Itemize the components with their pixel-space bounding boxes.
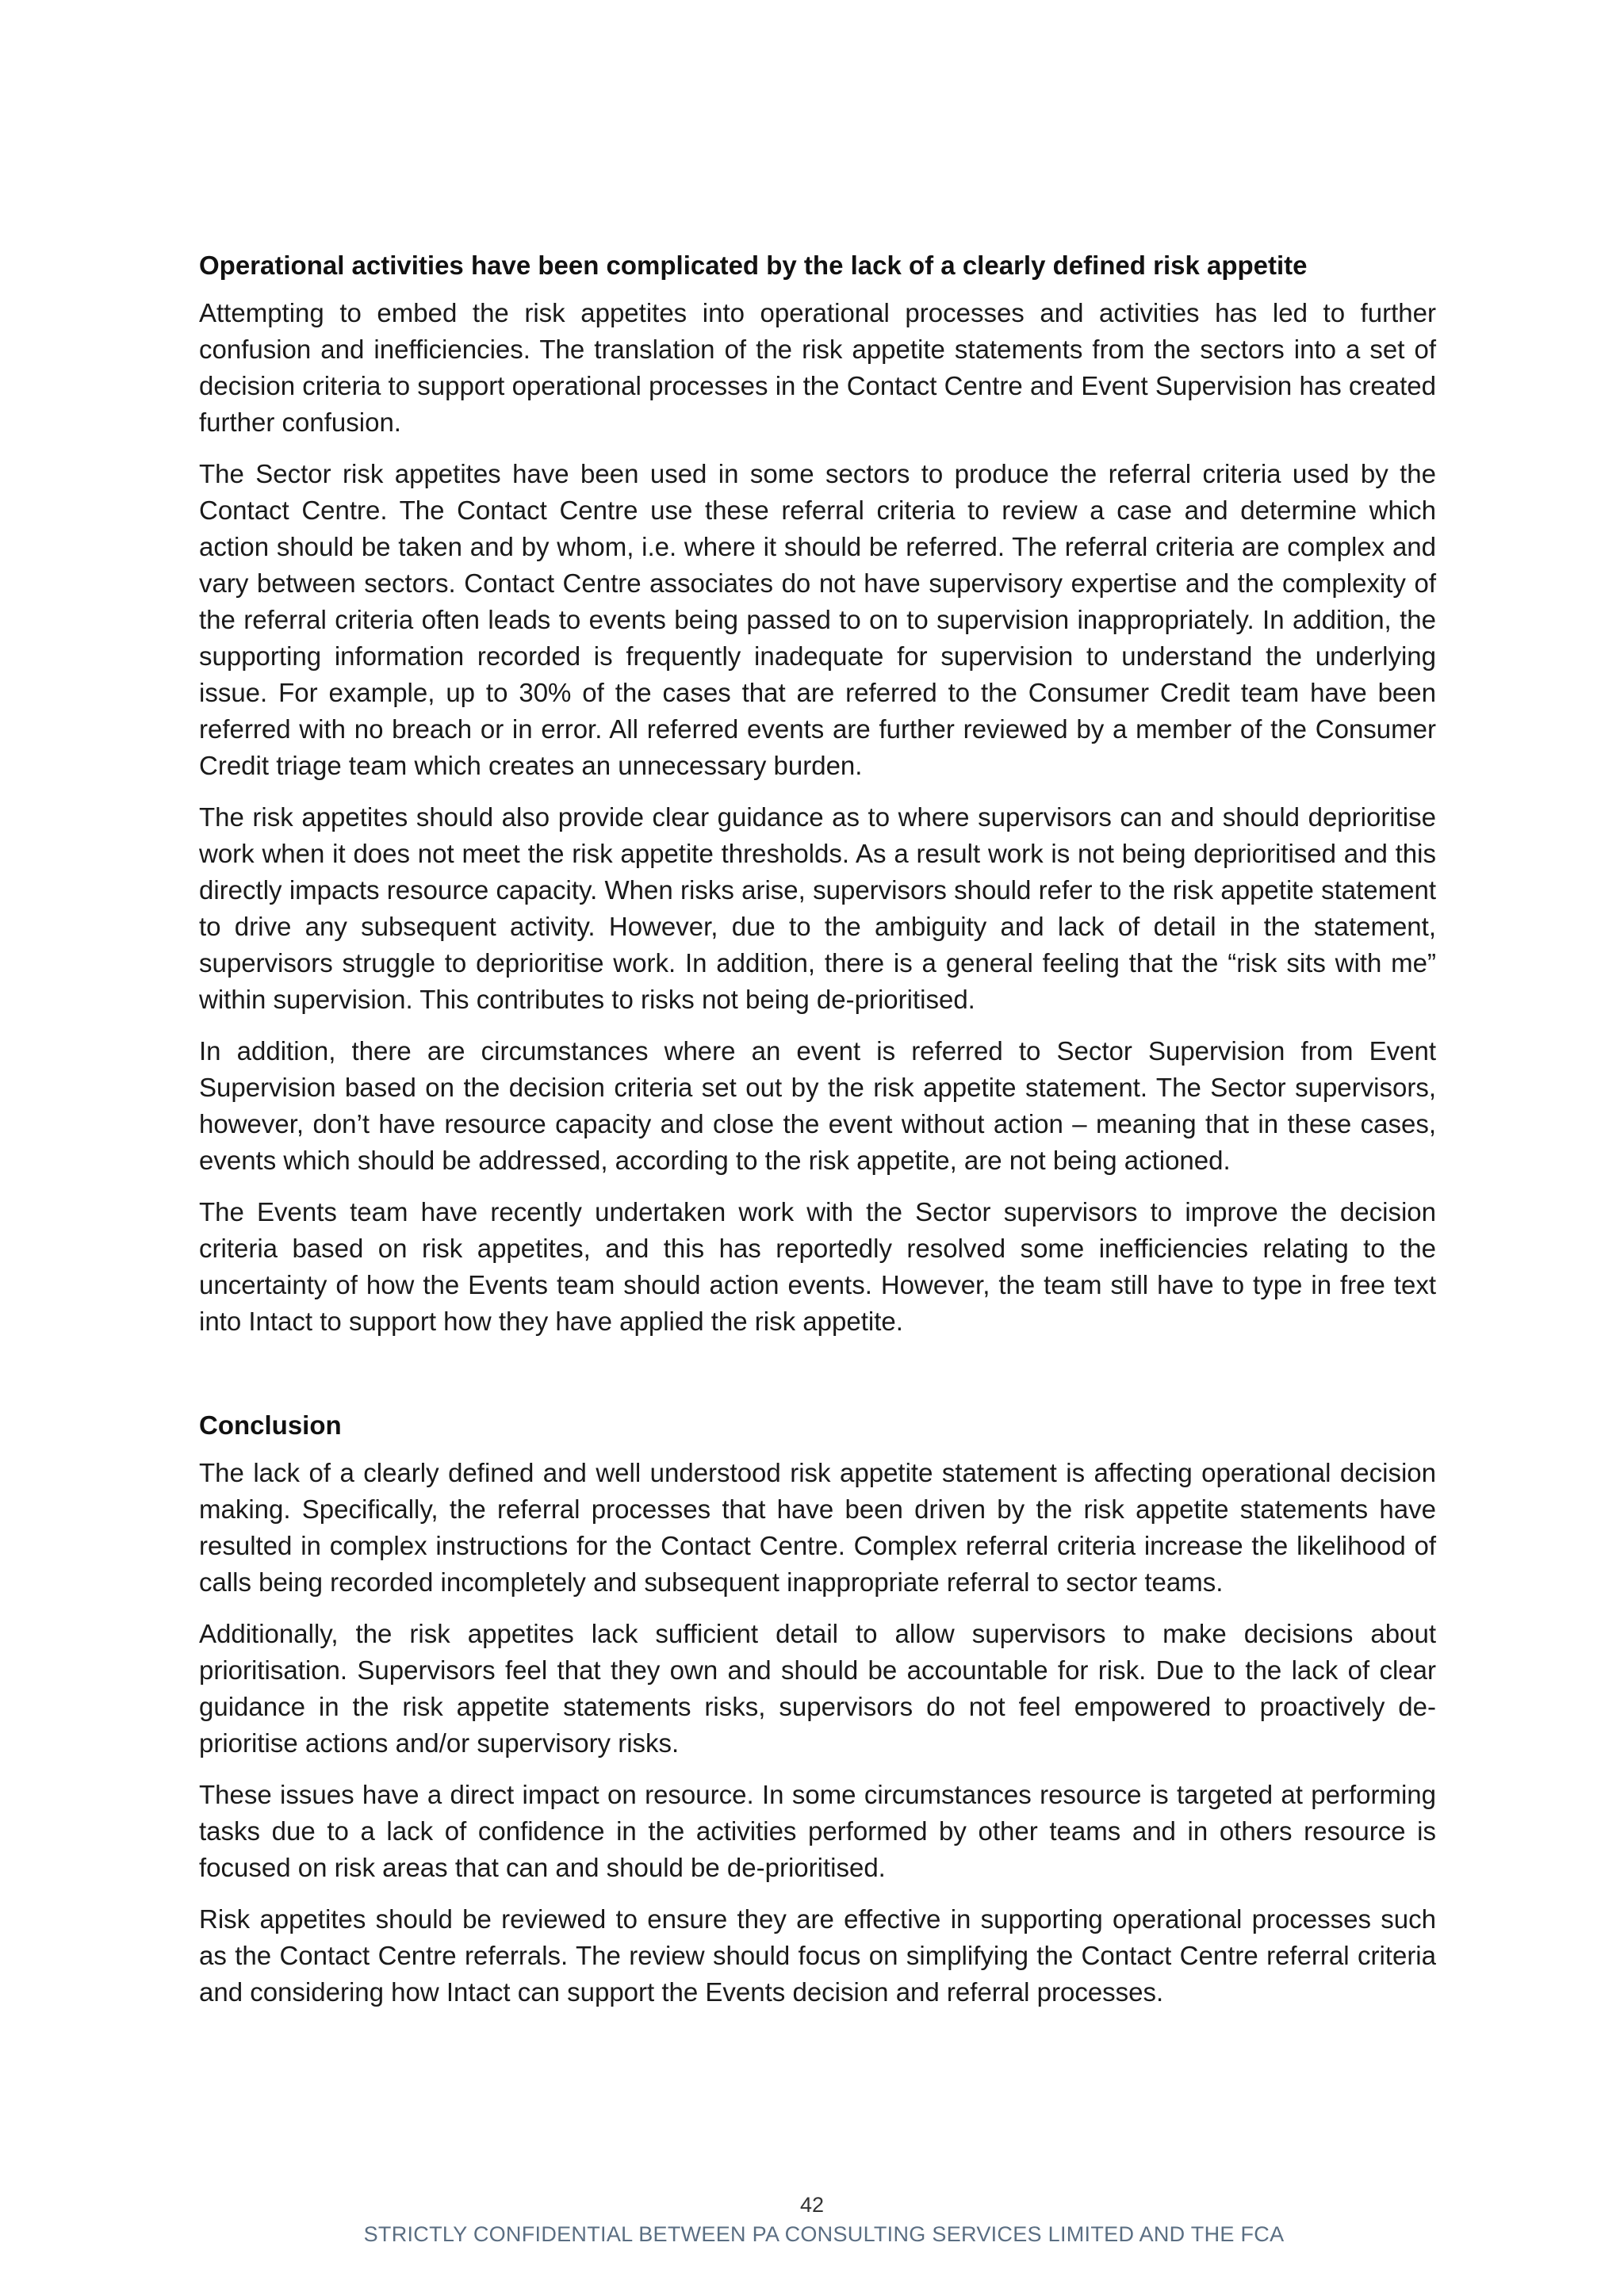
paragraph: The Sector risk appetites have been used in some sectors to produce the referral criteria used by the Contact Centre. The Contact Centre use these referral criteria to review a case and determine which action should be taken and by whom, i.e. where it should be referred. The referral criteria are complex and vary between sectors. Contact Centre associates do not have supervisory expertise and the complexity of the referral criteria often leads to events being passed to on to supervision inappropriately. In addition, the supporting information recorded is frequently inadequate for supervision to understand the underlying issue. For example, up to 30% of the cases that are referred to the Consumer Credit team have been referred with no breach or in error. All referred events are further reviewed by a member of the Consumer Credit triage team which creates an unnecessary burden. xyxy=(199,459,1436,780)
paragraph: Risk appetites should be reviewed to ensure they are effective in supporting operational processes such as the Contact Centre referrals. The review should focus on simplifying the Contact Centre referral criteria and considering how Intact can support the Events decision and referral processes. xyxy=(199,1904,1436,2007)
paragraph: The Events team have recently undertaken work with the Sector supervisors to improve the decision criteria based on risk appetites, and this has reportedly resolved some inefficiencies relating to the uncertainty of how the Events team should action events. However, the team still have to type in free text into Intact to support how they have applied the risk appetite. xyxy=(199,1197,1436,1336)
paragraph: Additionally, the risk appetites lack sufficient detail to allow supervisors to make decisions about prioritisation. Supervisors feel that they own and should be accountable for risk. Due to the lack of clear guidance in the risk appetite statements risks, supervisors do not feel empowered to proactively de-prioritise actions and/or supervisory risks. xyxy=(199,1619,1436,1758)
section-spacer xyxy=(199,1355,1436,1407)
confidentiality-footer: STRICTLY CONFIDENTIAL BETWEEN PA CONSULTING SERVICES LIMITED AND THE FCA xyxy=(363,2222,1285,2246)
paragraph: The risk appetites should also provide clear guidance as to where supervisors can and should deprioritise work when it does not meet the risk appetite thresholds. As a result work is not being deprioritised and this directly impacts resource capacity. When risks arise, supervisors should refer to the risk appetite statement to drive any subsequent activity. However, due to the ambiguity and lack of detail in the statement, supervisors struggle to deprioritise work. In addition, there is a general feeling that the “risk sits with me” within supervision. This contributes to risks not being de-prioritised. xyxy=(199,802,1436,1014)
conclusion-heading: Conclusion xyxy=(199,1410,342,1440)
paragraph: Attempting to embed the risk appetites into operational processes and activities has led to further confusion and inefficiencies. The translation of the risk appetite statements from the sectors into a set of decision criteria to support operational processes in the Contact Centre and Event Supervision has created further confusion. xyxy=(199,298,1436,437)
paragraph: The lack of a clearly defined and well understood risk appetite statement is affecting operational decision making. Specifically, the referral processes that have been driven by the risk appetite statements have resulted in complex instructions for the Contact Centre. Complex referral criteria increase the likelihood of calls being recorded incompletely and subsequent inappropriate referral to sector teams. xyxy=(199,1458,1436,1597)
paragraph: These issues have a direct impact on resource. In some circumstances resource is targeted at performing tasks due to a lack of confidence in the activities performed by other teams and in others resource is focused on risk areas that can and should be de-prioritised. xyxy=(199,1780,1436,1882)
page-number: 42 xyxy=(799,2193,825,2217)
paragraph: In addition, there are circumstances where an event is referred to Sector Supervision from Event Supervision based on the decision criteria set out by the risk appetite statement. The Sector supervisors, however, don’t have resource capacity and close the event without action – meaning that in these cases, events which should be addressed, according to the risk appetite, are not being actioned. xyxy=(199,1036,1436,1175)
section-heading: Operational activities have been complicated by the lack of a clearly defined risk appetite xyxy=(199,251,1308,280)
page-content xyxy=(199,247,1436,2026)
